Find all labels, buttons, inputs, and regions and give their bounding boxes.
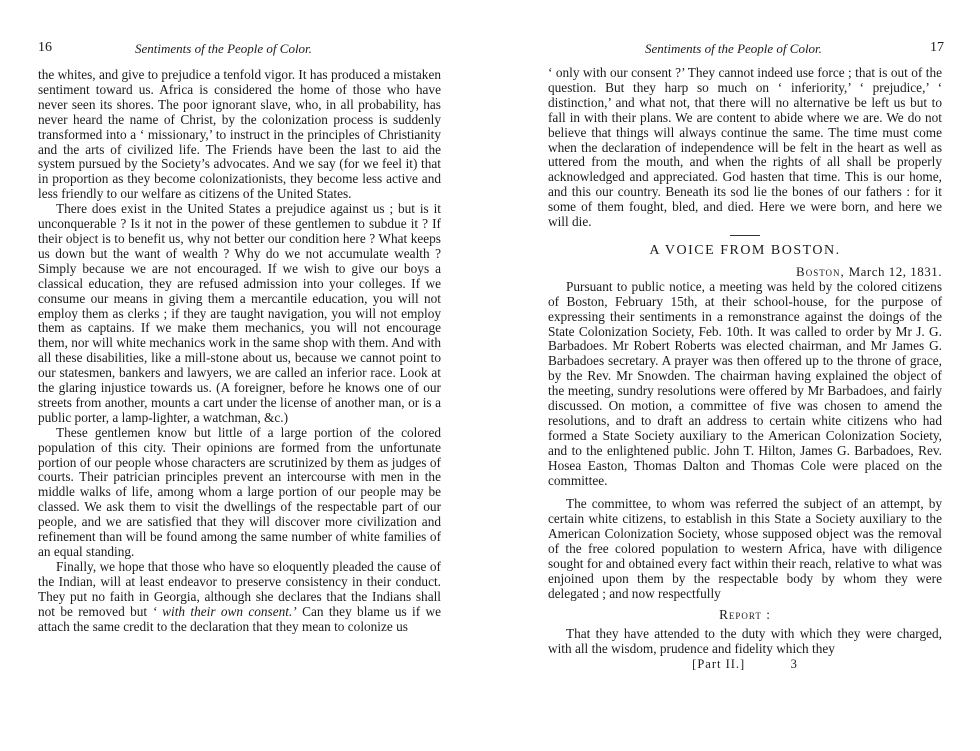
right-text-column	[548, 66, 942, 671]
running-head-right: Sentiments of the People of Color.	[645, 41, 822, 56]
right-page	[490, 0, 980, 751]
left-paragraph-1: the whites, and give to prejudice a tenfold vigor. It has produced a mistaken sentiment toward us. Africa is considered the home of those who have never seen its shores. The poor ignorant slave, who, in all probability, has never heard the name of Christ, by the colonization process is suddenly transformed into a ‘ missionary,’ to instruct in the principles of Christianity and the arts of civilized life. The Friends have been the last to aid the system pursued by the Society’s advocates. And we say (for we feel it) that in proportion as they become colonizationists, they become less active and less friendly to our welfare as citizens of the United States.	[38, 67, 441, 202]
italic-phrase: ‘ with their own consent.’	[152, 603, 297, 619]
signature-number: 3	[790, 656, 798, 671]
left-text-column	[38, 68, 441, 634]
left-paragraph-2: There does exist in the United States a prejudice against us ; but is it unconquerable ? Is it not in the power of these gentlemen to subdue it ? If their object is to benefit us, why not better our condition here ? What keeps us down but the want of wealth ? Why do we not accumulate wealth ? Simply because we are not encouraged. If we wish to give our boys a classical education, they are refused admission into your colleges. If we consume our means in giving them a mercantile education, you will not employ them as clerks ; if they are taught navigation, you will not employ them as captains. If we make them mechanics, you will not encourage them, nor will white mechanics work in the same shop with them. And with all these disabilities, like a mill-stone about us, because we cannot point to our statesmen, bankers and lawyers, we are called an inferior race. Look at the glaring injustice towards us. (A foreigner, before he knows one of our streets from another, mounts a cart under the license of another man, or is a public porter, a lamp-lighter, a watchman, &c.)	[38, 201, 441, 425]
section-divider	[730, 235, 760, 236]
signature-mark: [Part II.]	[692, 656, 746, 671]
page-number-right: 17	[930, 40, 944, 55]
report-label: Report :	[719, 606, 771, 622]
right-paragraph-1: ‘ only with our consent ?’ They cannot indeed use force ; that is out of the question. But they harp so much on ‘ inferiority,’ ‘ prejudice,’ ‘ distinction,’ and what not, that there will no alternative be left us but to fall in with their plans. We are content to abide where we are. We do not believe that things will always continue the same. The time must come when the declaration of independence will be felt in the heart as well as uttered from the mouth, and when the rights of all shall be properly acknowledged and appreciated. God hasten that time. This is our home, and this our country. Beneath its sod lie the bones of our fathers : for it some of them fought, bled, and died. Here we were born, and here we will die.	[548, 65, 942, 230]
left-paragraph-3: These gentlemen know but little of a large portion of the colored population of this city. Their opinions are formed from the unfortunate portion of our people whose characters are scrutinized by them as judges of courts. Their patrician principles prevent an intercourse with men in the middle walks of life, among whom a large portion of our people may be classed. We ask them to visit the dwellings of the respectable part of our people, and we are satisfied that they will discover more civilization and refinement than will be found among the same number of white families of an equal standing.	[38, 424, 441, 559]
dateline: Boston, March 12, 1831.	[796, 263, 942, 279]
section-title: A VOICE FROM BOSTON.	[649, 242, 841, 258]
right-paragraph-4: That they have attended to the duty with which they were charged, with all the wisdom, prudence and fidelity which they	[548, 625, 942, 656]
right-paragraph-2: Pursuant to public notice, a meeting was held by the colored citizens of Boston, February 15th, at their school-house, for the purpose of expressing their sentiments in a remonstrance against the doings of the State Colonization Society, Feb. 10th. It was called to order by Mr J. G. Barbadoes. Mr Robert Roberts was elected chairman, and Mr James G. Barbadoes secretary. A prayer was then offered up to the throne of grace, by the Rev. Mr Snowden. The chairman having explained the object of the meeting, sundry resolutions were offered by Mr Barbadoes, and fairly discussed. On motion, a committee of five was chosen to amend the resolutions, and to draft an address to certain white citizens who had formed a State Society auxiliary to the American Colonization Society, and to the enlightened public. John T. Hilton, James G. Barbadoes, Rev. Hosea Easton, Thomas Dalton and Thomas Cole were placed on the committee.	[548, 278, 942, 488]
right-paragraph-3: The committee, to whom was referred the subject of an attempt, by certain white citizens, to establish in this State a Society auxiliary to the American Colonization Society, whose supposed object was the removal of the free colored population to western Africa, have with diligence sought for and obtained every fact within their reach, relative to what was enjoined upon them by the respectable body by whom they were delegated ; and now respectfully	[548, 496, 942, 601]
signature-line	[548, 657, 942, 672]
running-head-left: Sentiments of the People of Color.	[135, 41, 312, 56]
page-number-left: 16	[38, 40, 52, 55]
left-paragraph-4: Finally, we hope that those who have so eloquently pleaded the cause of the Indian, will at least endeavor to preserve consistency in their conduct. They put no faith in Georgia, although she declares that the Indians shall not be removed but ‘ with their own consent.’ Can they blame us if we attach the same credit to the declaration that they mean to colonize us	[38, 558, 441, 634]
